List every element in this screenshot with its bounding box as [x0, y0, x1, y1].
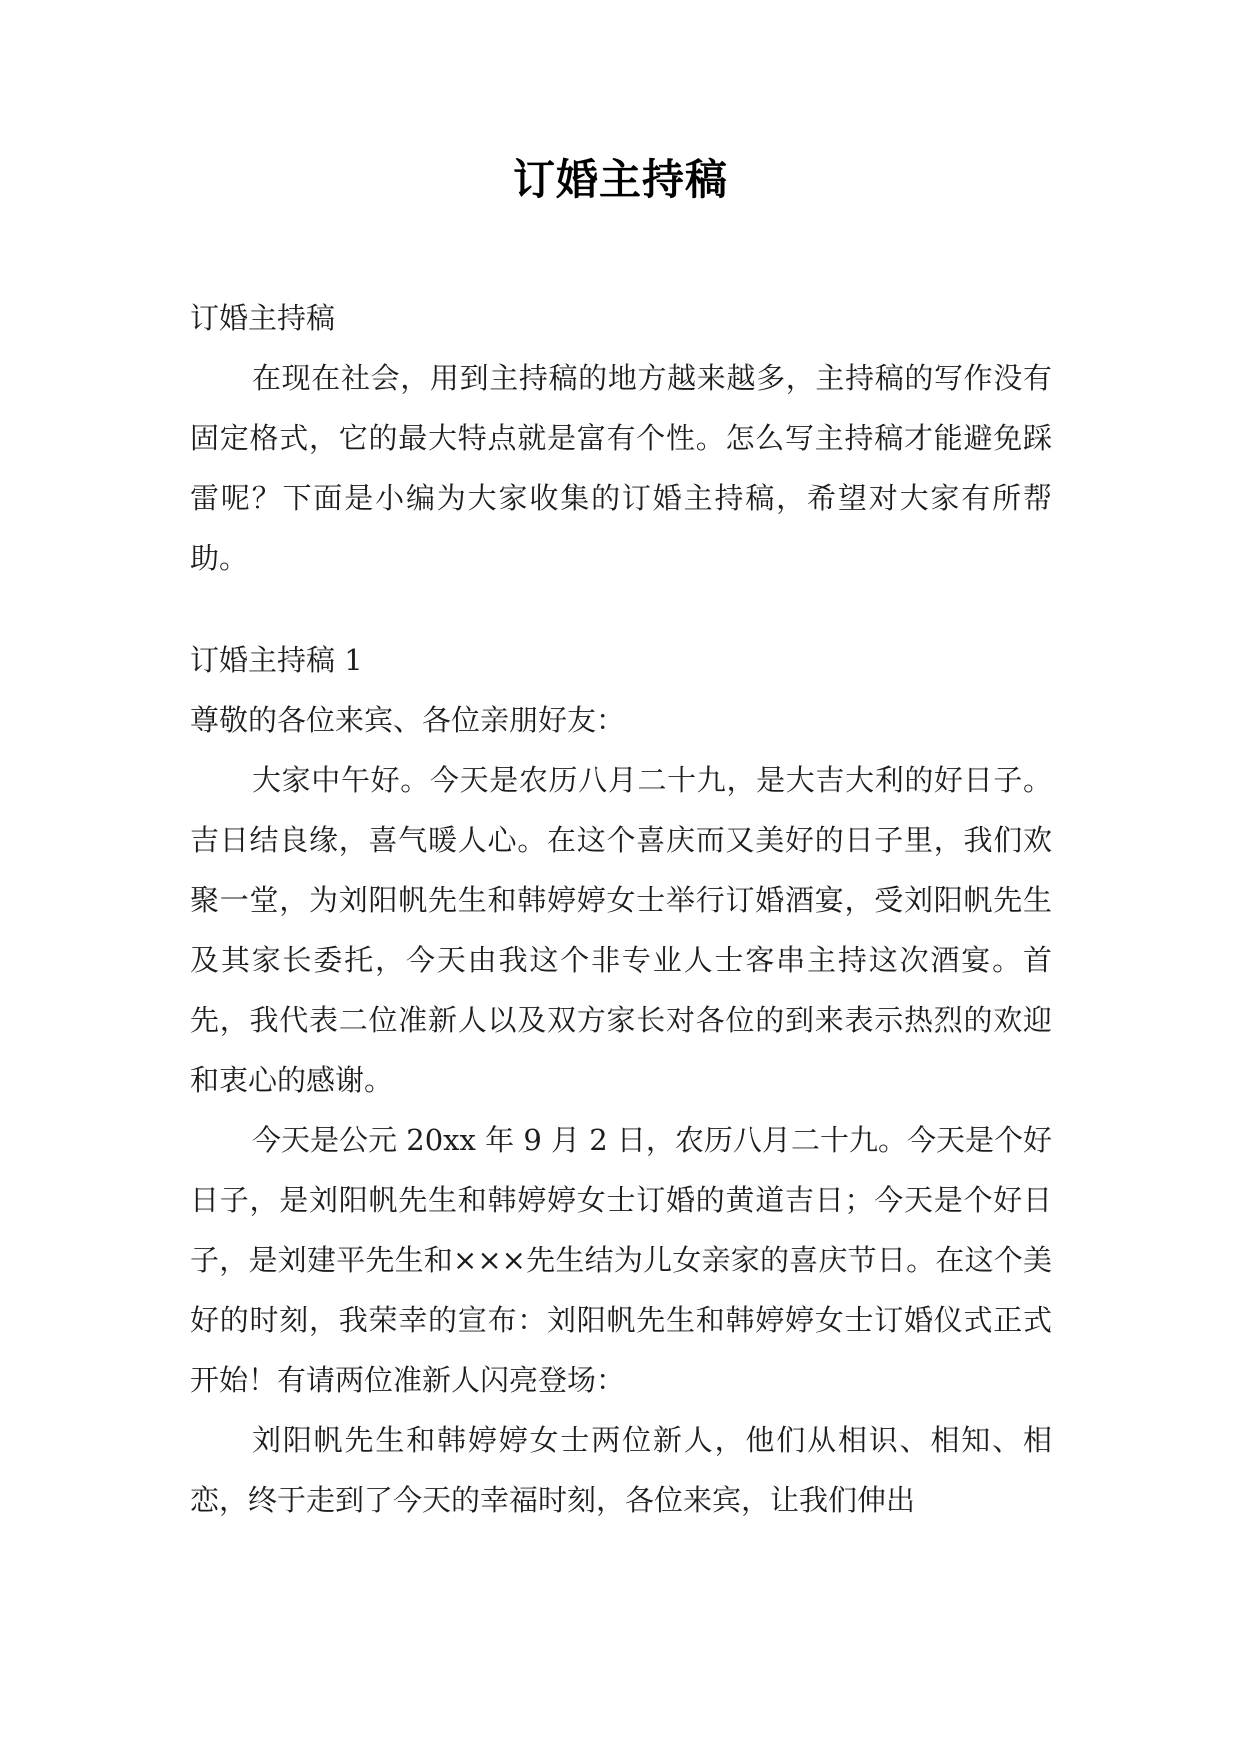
body-paragraph: 大家中午好。今天是农历八月二十九，是大吉大利的好日子。吉日结良缘，喜气暖人心。在这个喜庆而又美好的日子里，我们欢聚一堂，为刘阳帆先生和韩婷婷女士举行订婚酒宴，受刘阳帆先生及其家长委托，今天由我这个非专业人士客串主持这次酒宴。首先，我代表二位准新人以及双方家长对各位的到来表示热烈的欢迎和衷心的感谢。 [190, 763, 1052, 1097]
body-paragraph: 今天是公元 20xx 年 9 月 2 日，农历八月二十九。今天是个好日子，是刘阳帆先生和韩婷婷女士订婚的黄道吉日；今天是个好日子，是刘建平先生和×××先生结为儿女亲家的喜庆节日。在这个美好的时刻，我荣幸的宣布：刘阳帆先生和韩婷婷女士订婚仪式正式开始！有请两位准新人闪亮登场： [190, 1123, 1052, 1397]
section-heading: 订婚主持稿 1 [190, 643, 363, 677]
intro-paragraph: 在现在社会，用到主持稿的地方越来越多，主持稿的写作没有固定格式，它的最大特点就是富有个性。怎么写主持稿才能避免踩雷呢？下面是小编为大家收集的订婚主持稿，希望对大家有所帮助。 [190, 361, 1052, 575]
document-body [190, 288, 1052, 1530]
section-spacer [190, 588, 1052, 630]
intro-heading: 订婚主持稿 [190, 301, 336, 335]
document-title: 订婚主持稿 [512, 155, 728, 204]
body-paragraph: 刘阳帆先生和韩婷婷女士两位新人，他们从相识、相知、相恋，终于走到了今天的幸福时刻，各位来宾，让我们伸出 [190, 1423, 1052, 1517]
salutation: 尊敬的各位来宾、各位亲朋好友： [190, 703, 626, 737]
